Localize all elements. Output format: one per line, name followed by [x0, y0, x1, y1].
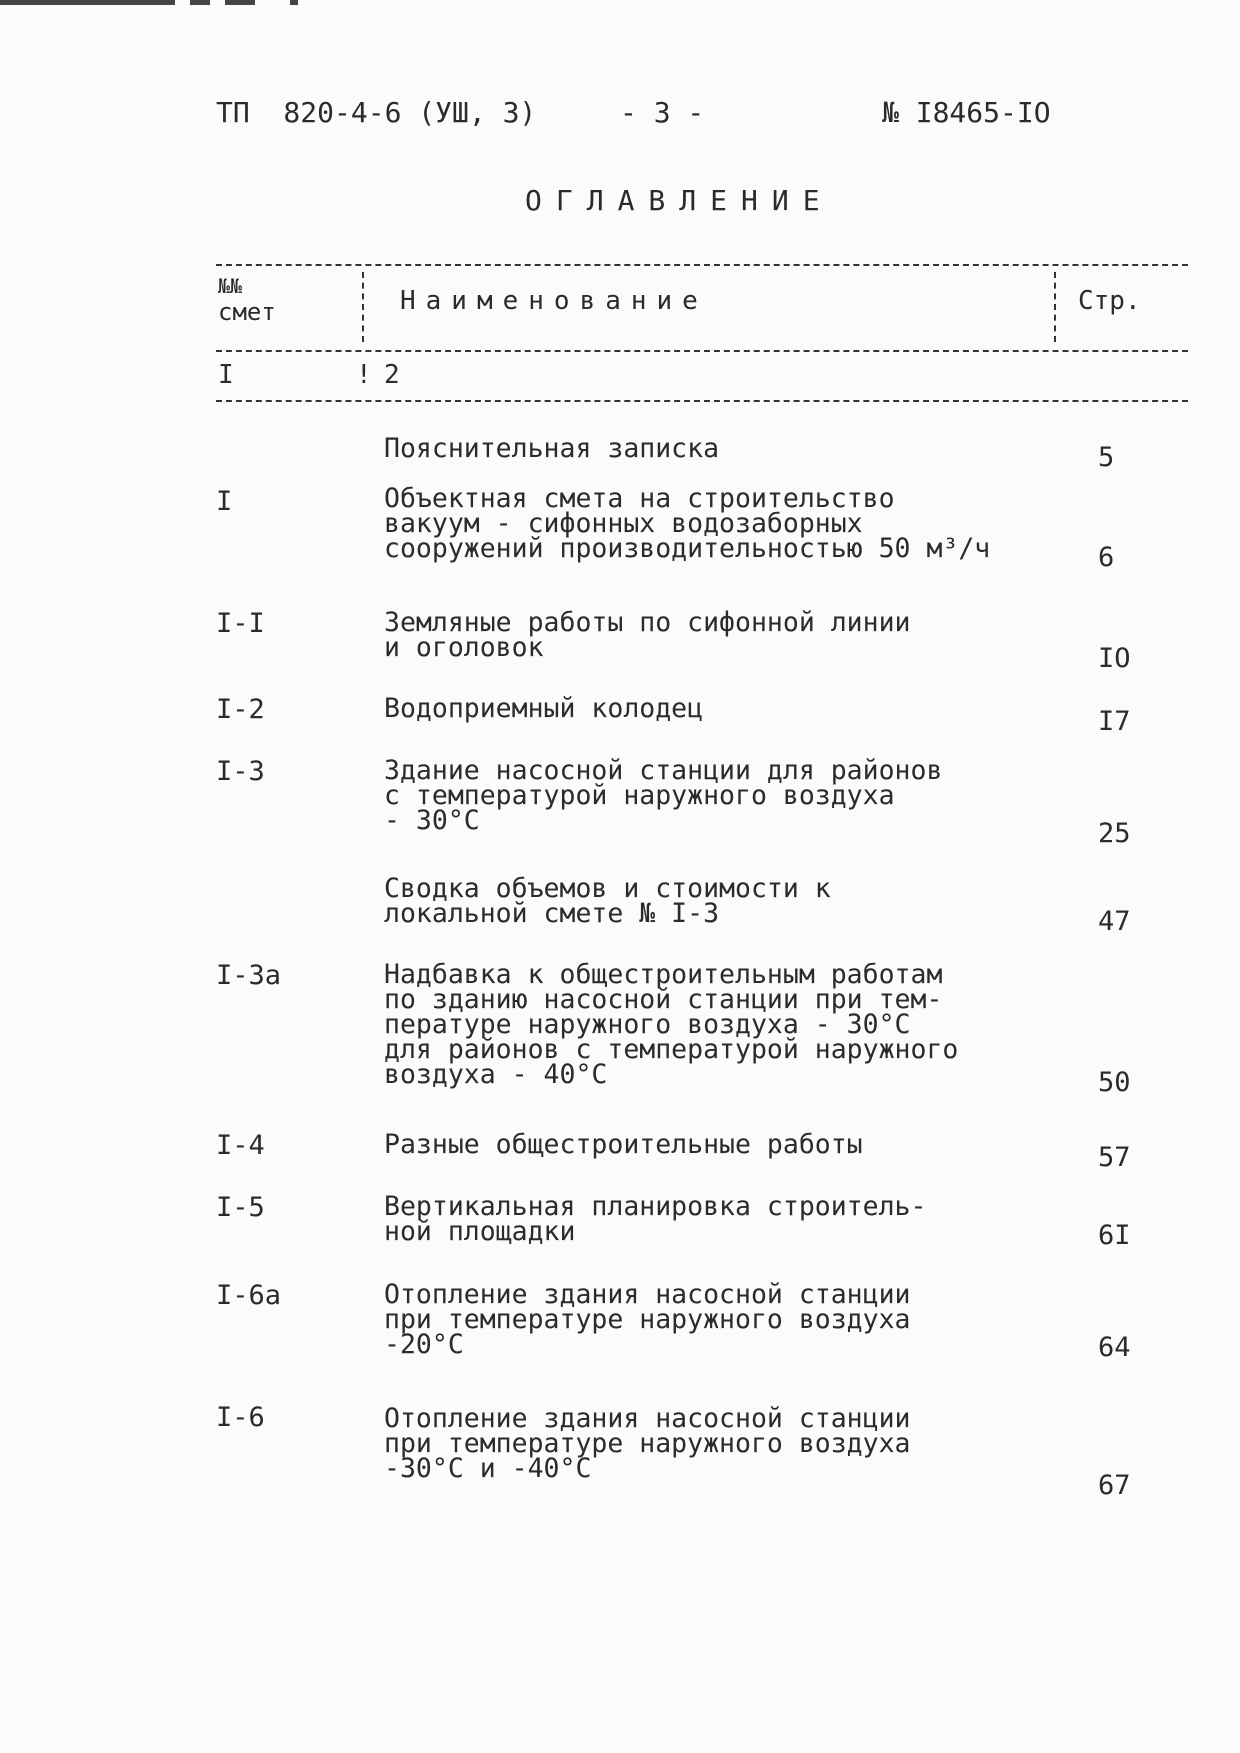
entry-name-line: Отопление здания насосной станции: [384, 1279, 911, 1310]
entry-page: 50: [1098, 1067, 1131, 1098]
estimate-number: I-2: [216, 694, 265, 725]
column-header-page: Стр.: [1078, 286, 1141, 316]
index-bottom-rule: [216, 400, 1188, 402]
entry-page: 6: [1098, 542, 1115, 573]
scan-edge-mark: [0, 0, 330, 10]
column-index-1: I: [218, 360, 234, 390]
document-number: № I8465-IO: [882, 96, 1051, 129]
estimate-number: I-5: [216, 1192, 265, 1223]
entry-page: 5: [1098, 442, 1115, 473]
column-header-number-line1: №№: [218, 274, 243, 298]
entry-name-line: воздуха - 40°C: [384, 1059, 608, 1090]
entry-page: I7: [1098, 706, 1131, 737]
entry-name-line: -30°C и -40°C: [384, 1453, 592, 1484]
entry-page: IO: [1098, 643, 1131, 674]
page-number: - 3 -: [620, 96, 705, 129]
column-index-separator: !: [356, 360, 372, 390]
entry-page: 57: [1098, 1142, 1131, 1173]
entry-name-line: по зданию насосной станции при тем-: [384, 984, 943, 1015]
entry-name-line: Водоприемный колодец: [384, 693, 704, 724]
entry-name-line: Сводка объемов и стоимости к: [384, 873, 831, 904]
entry-name-line: Объектная смета на строительство: [384, 483, 895, 514]
entry-name-line: Пояснительная записка: [384, 433, 720, 464]
entry-name-line: Отопление здания насосной станции: [384, 1403, 911, 1434]
header-bottom-rule: [216, 350, 1188, 352]
entry-page: 67: [1098, 1470, 1131, 1501]
entry-name-line: вакуум - сифонных водозаборных: [384, 508, 863, 539]
table-top-rule: [216, 264, 1188, 266]
column-separator-right: [1054, 272, 1056, 342]
entry-name-line: Здание насосной станции для районов: [384, 755, 943, 786]
entry-name-line: Надбавка к общестроительным работам: [384, 959, 943, 990]
estimate-number: I-3а: [216, 960, 282, 991]
entry-name-line: для районов с температурой наружного: [384, 1034, 959, 1065]
entry-name-line: Разные общестроительные работы: [384, 1129, 863, 1160]
entry-name-line: пературе наружного воздуха - 30°C: [384, 1009, 911, 1040]
estimate-number: I-4: [216, 1130, 265, 1161]
column-header-number-line2: смет: [218, 298, 276, 326]
column-header-name: Наименование: [400, 286, 708, 316]
entry-page: 64: [1098, 1332, 1131, 1363]
estimate-number: I-6: [216, 1402, 265, 1433]
estimate-number: I-6а: [216, 1280, 282, 1311]
entry-name-line: и оголовок: [384, 632, 544, 663]
entry-name-line: -20°C: [384, 1329, 464, 1360]
entry-name-line: с температурой наружного воздуха: [384, 780, 895, 811]
entry-name-line: Земляные работы по сифонной линии: [384, 607, 911, 638]
estimate-number: I-I: [216, 608, 265, 639]
entry-page: 47: [1098, 906, 1131, 937]
entry-page: 25: [1098, 818, 1131, 849]
entry-name-line: при температуре наружного воздуха: [384, 1304, 911, 1335]
page-title: ОГЛАВЛЕНИЕ: [525, 184, 834, 217]
column-separator-left: [362, 272, 364, 342]
estimate-number: I: [216, 486, 233, 517]
entry-name-line: локальной смете № I-3: [384, 898, 720, 929]
entry-page: 6I: [1098, 1220, 1131, 1251]
entry-name-line: при температуре наружного воздуха: [384, 1428, 911, 1459]
entry-name-line: - 30°C: [384, 805, 480, 836]
column-index-2: 2: [384, 360, 400, 390]
series-code: ТП 820-4-6 (УШ, 3): [216, 96, 537, 129]
entry-name-line: Вертикальная планировка строитель-: [384, 1191, 927, 1222]
entry-name-line: ной площадки: [384, 1216, 576, 1247]
entry-name-line: сооружений производительностью 50 м³/ч: [384, 533, 991, 564]
estimate-number: I-3: [216, 756, 265, 787]
